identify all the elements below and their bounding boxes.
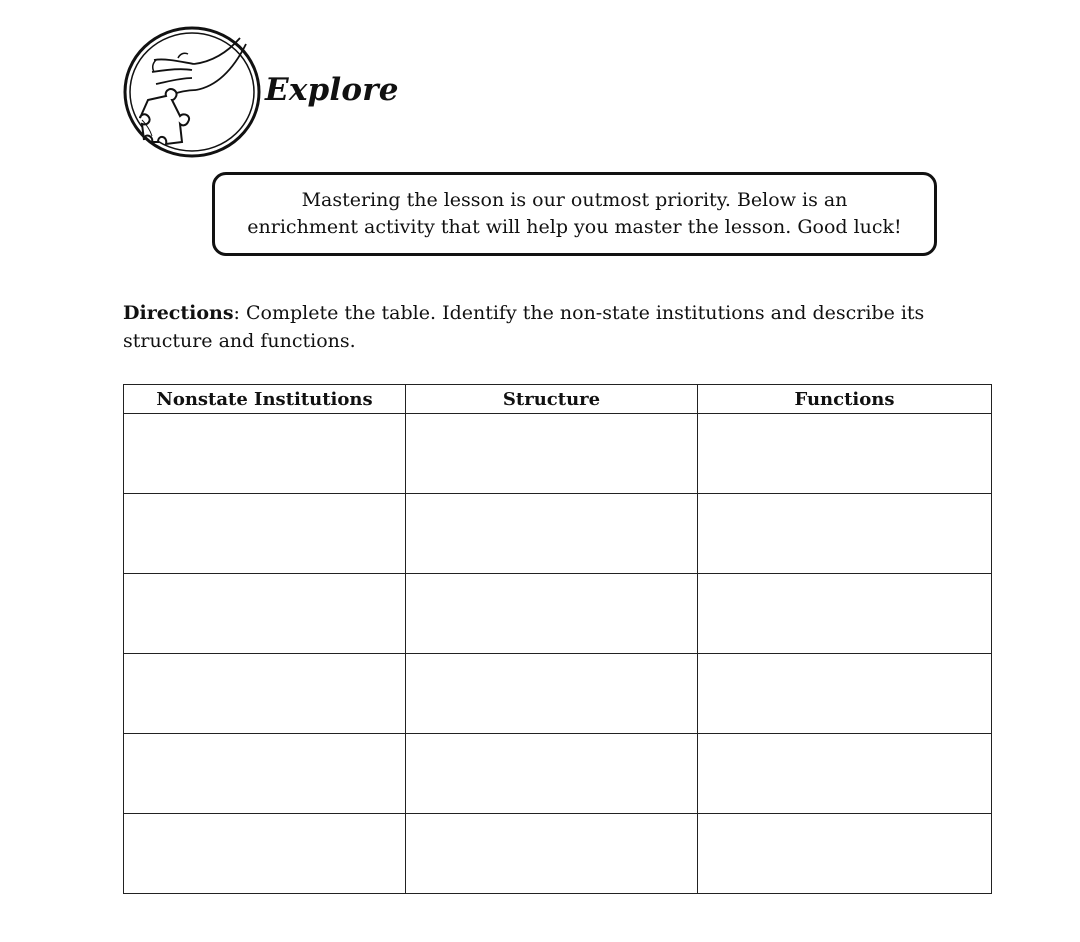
intro-line-2: enrichment activity that will help you master the lesson. Good luck! (247, 216, 902, 238)
functions-cell[interactable] (698, 734, 992, 814)
institution-cell[interactable] (124, 494, 406, 574)
intro-line-1: Mastering the lesson is our outmost priority. Below is an (301, 189, 848, 211)
functions-cell[interactable] (698, 814, 992, 894)
table-row (124, 814, 992, 894)
institution-cell[interactable] (124, 654, 406, 734)
functions-cell[interactable] (698, 574, 992, 654)
functions-cell[interactable] (698, 414, 992, 494)
table-row (124, 654, 992, 734)
structure-cell[interactable] (406, 654, 698, 734)
institution-cell[interactable] (124, 414, 406, 494)
header-functions: Functions (698, 385, 992, 414)
directions (123, 299, 1003, 355)
structure-cell[interactable] (406, 414, 698, 494)
directions-text: : Complete the table. Identify the non-state institutions and describe its structure and functions. (123, 302, 925, 352)
table-row (124, 734, 992, 814)
functions-cell[interactable] (698, 494, 992, 574)
hand-puzzle-piece-icon (122, 24, 262, 160)
institution-cell[interactable] (124, 574, 406, 654)
table-row (124, 414, 992, 494)
activity-table (123, 384, 992, 894)
structure-cell[interactable] (406, 734, 698, 814)
directions-label: Directions (123, 302, 234, 324)
structure-cell[interactable] (406, 574, 698, 654)
institution-cell[interactable] (124, 734, 406, 814)
functions-cell[interactable] (698, 654, 992, 734)
explore-logo (122, 24, 262, 160)
intro-callout (212, 172, 937, 256)
table-row (124, 494, 992, 574)
header-nonstate-institutions: Nonstate Institutions (124, 385, 406, 414)
table-row (124, 574, 992, 654)
header-structure: Structure (406, 385, 698, 414)
table-header-row (124, 385, 992, 414)
section-title: Explore (265, 72, 399, 108)
structure-cell[interactable] (406, 494, 698, 574)
structure-cell[interactable] (406, 814, 698, 894)
institution-cell[interactable] (124, 814, 406, 894)
